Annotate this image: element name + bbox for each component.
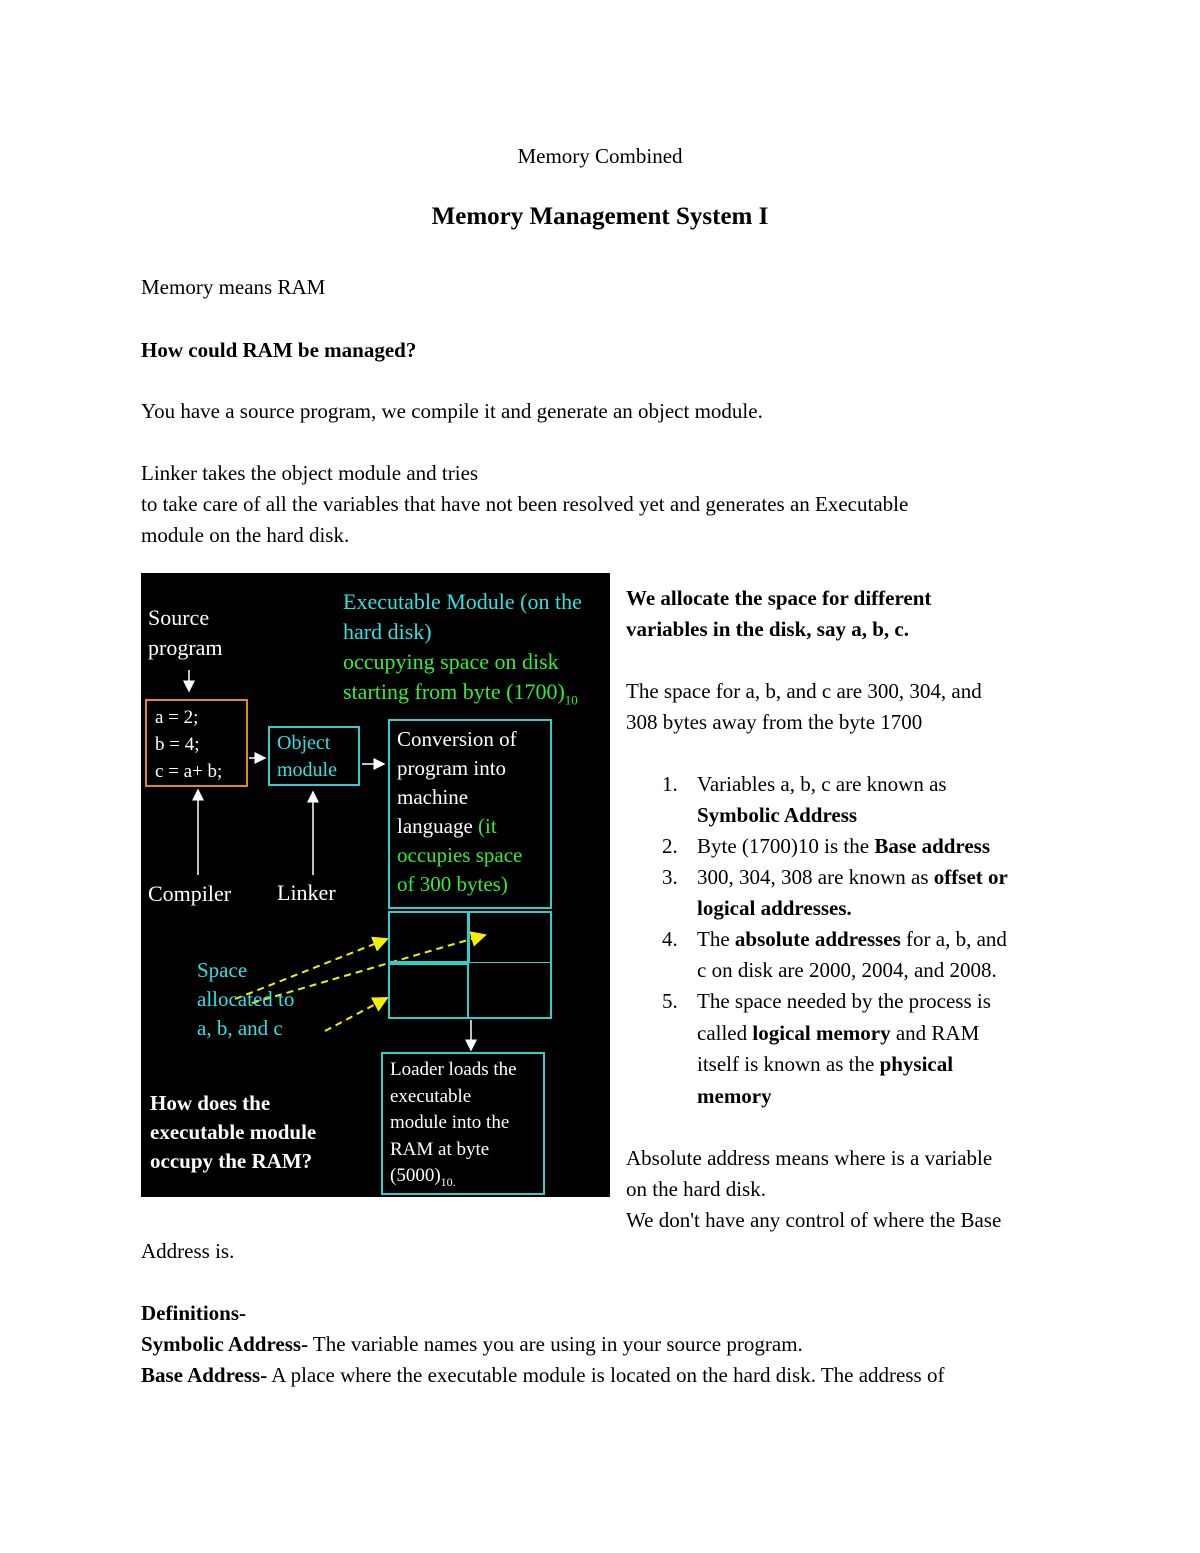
absolute-line-3: We don't have any control of where the Base [626,1208,1002,1232]
list-item-3-line-1: 300, 304, 308 are known as offset or [697,865,1008,889]
linker-label: Linker [277,880,336,905]
source-code: a = 2; b = 4; c = a+ b; [155,707,223,782]
paragraph-2-line-3: module on the hard disk. [141,523,350,547]
list-item-4-line-2: c on disk are 2000, 2004, and 2008. [697,958,997,982]
paragraph-2-line-1: Linker takes the object module and tries [141,461,479,485]
space-arrow-3 [325,998,387,1031]
space-line-1: The space for a, b, and c are 300, 304, and [626,679,982,703]
space-allocated-label: Space allocated to a, b, and c [197,958,295,1040]
conversion-label: Conversion of program into machine language (it occupies space of 300 bytes) [397,727,523,896]
section-title: Memory Management System I [431,203,769,230]
list-item-5-line-1: The space needed by the process is [697,989,991,1013]
space-line-2: 308 bytes away from the byte 1700 [626,710,923,734]
list-number-5: 5. [662,989,678,1013]
memory-cell-c [388,963,469,1019]
list-item-5-line-4: memory [697,1084,772,1108]
list-item-1-line-2: Symbolic Address [697,803,858,827]
list-number-3: 3. [662,865,678,889]
list-item-5-line-3: itself is known as the physical [697,1052,954,1076]
memory-cell-a [388,911,469,963]
memory-cell-b [469,911,552,963]
loader-label: Loader loads the executable module into the RAM at byte $(5000)_{10.}$ [390,1059,517,1189]
paragraph-1: You have a source program, we compile it and generate an object module. [141,399,763,423]
object-module-label: Object module [277,732,337,781]
compiler-label: Compiler [148,881,232,906]
paragraph-2-line-2: to take care of all the variables that have not been resolved yet and generates an Executable [141,492,909,516]
list-item-4-line-1: The absolute addresses for a, b, and [697,927,1007,951]
diagram-question: How does the executable module occupy the RAM? [150,1091,317,1173]
memory-means-text: Memory means RAM [141,275,326,299]
occupying-label: occupying space on disk starting from byte $(1700)_{10}$ [343,649,578,708]
definition-symbolic-address: Symbolic Address- The variable names you are using in your source program. [141,1332,803,1356]
list-item-5-line-2: called logical memory and RAM [697,1021,980,1045]
list-number-1: 1. [662,772,678,796]
list-item-3-line-2: logical addresses. [697,896,852,920]
address-is-text: Address is. [141,1239,235,1263]
list-number-2: 2. [662,834,678,858]
allocate-bold-line-1: We allocate the space for different [626,586,932,610]
definition-base-address: Base Address- A place where the executable module is located on the hard disk. The address of [141,1363,945,1387]
allocate-bold-line-2: variables in the disk, say a, b, c. [626,617,909,641]
document-title: Memory Combined [517,144,683,168]
list-item-2-line-1: Byte (1700)10 is the Base address [697,834,991,858]
list-item-1-line-1: Variables a, b, c are known as [697,772,947,796]
source-program-label: Source program [148,605,223,660]
executable-module-label: Executable Module (on the hard disk) [343,589,582,644]
memory-diagram [141,573,610,1197]
question-heading: How could RAM be managed? [141,338,417,362]
list-number-4: 4. [662,927,678,951]
absolute-line-2: on the hard disk. [626,1177,766,1201]
absolute-line-1: Absolute address means where is a variable [626,1146,993,1170]
definitions-heading: Definitions- [141,1301,246,1325]
